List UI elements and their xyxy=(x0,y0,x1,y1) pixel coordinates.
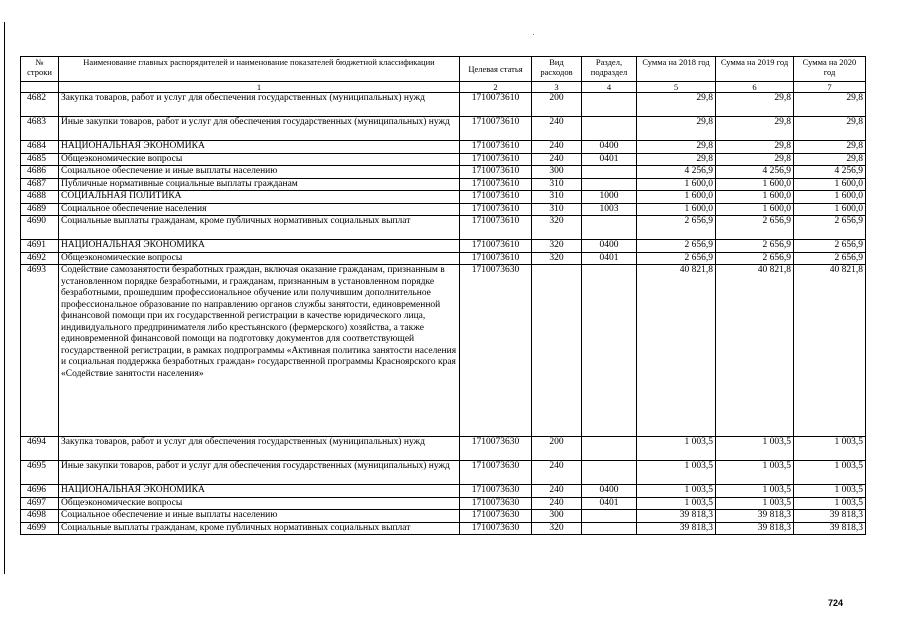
row-section-cell: 0400 xyxy=(582,240,637,253)
budget-table xyxy=(20,56,866,535)
row-section-cell xyxy=(582,510,637,523)
row-target-article-cell: 1710073630 xyxy=(460,437,532,461)
row-number-cell: 4690 xyxy=(21,216,59,240)
row-section-cell: 0401 xyxy=(582,497,637,510)
row-expense-kind-cell: 240 xyxy=(532,153,582,166)
row-expense-kind-cell: 240 xyxy=(532,497,582,510)
row-name-cell: Социальные выплаты гражданам, кроме публичных нормативных социальных выплат xyxy=(59,216,460,240)
row-name-cell: Иные закупки товаров, работ и услуг для обеспечения государственных (муниципальных) нужд xyxy=(59,461,460,485)
table-row xyxy=(21,93,866,117)
row-section-cell xyxy=(582,522,637,535)
table-row xyxy=(21,461,866,485)
row-number-cell: 4693 xyxy=(21,265,59,437)
index-cell: 5 xyxy=(637,82,716,93)
row-number-cell: 4698 xyxy=(21,510,59,523)
row-name-cell: Закупка товаров, работ и услуг для обеспечения государственных (муниципальных) нужд xyxy=(59,93,460,117)
row-name-cell: Общеэкономические вопросы xyxy=(59,497,460,510)
row-section-cell xyxy=(582,166,637,179)
row-target-article-cell: 1710073610 xyxy=(460,178,532,191)
index-cell: 3 xyxy=(532,82,582,93)
row-sum-2019-cell: 1 003,5 xyxy=(716,461,794,485)
row-target-article-cell: 1710073610 xyxy=(460,191,532,204)
header-section: Раздел, подраздел xyxy=(582,57,637,82)
row-sum-2019-cell: 29,8 xyxy=(716,141,794,154)
row-target-article-cell: 1710073630 xyxy=(460,485,532,498)
table-row xyxy=(21,178,866,191)
row-sum-2018-cell: 1 003,5 xyxy=(637,437,716,461)
row-sum-2019-cell: 29,8 xyxy=(716,117,794,141)
row-sum-2019-cell: 39 818,3 xyxy=(716,522,794,535)
table-row xyxy=(21,117,866,141)
row-number-cell: 4699 xyxy=(21,522,59,535)
row-sum-2019-cell: 4 256,9 xyxy=(716,166,794,179)
row-sum-2019-cell: 40 821,8 xyxy=(716,265,794,437)
row-target-article-cell: 1710073630 xyxy=(460,461,532,485)
row-sum-2020-cell: 4 256,9 xyxy=(794,166,866,179)
row-number-cell: 4694 xyxy=(21,437,59,461)
table-row xyxy=(21,265,866,437)
row-target-article-cell: 1710073610 xyxy=(460,141,532,154)
row-sum-2020-cell: 2 656,9 xyxy=(794,240,866,253)
row-target-article-cell: 1710073630 xyxy=(460,497,532,510)
row-sum-2019-cell: 29,8 xyxy=(716,93,794,117)
row-sum-2018-cell: 29,8 xyxy=(637,93,716,117)
row-target-article-cell: 1710073610 xyxy=(460,203,532,216)
row-sum-2019-cell: 2 656,9 xyxy=(716,252,794,265)
header-expense-kind: Вид расходов xyxy=(532,57,582,82)
row-name-cell: Содействие самозанятости безработных граждан, включая оказание гражданам, признанным в установленном порядке безработными, и гражданам, признанным в установленном порядке безработными, прошедшим профессиональное обучение или получившим дополнительное профессиональное образование по направлению органов службы занятости, единовременной финансовой помощи при их государственной регистрации в качестве юридического лица, индивидуального предпринимателя либо крестьянского (фермерского) хозяйства, а также единовременной финансовой помощи на подготовку документов для соответствующей государственной регистрации, в рамках подпрограммы «Активная политика занятости населения и социальная поддержка безработных граждан» государственной программы Красноярского края «Содействие занятости населения» xyxy=(59,265,460,437)
row-sum-2020-cell: 29,8 xyxy=(794,153,866,166)
row-sum-2018-cell: 2 656,9 xyxy=(637,240,716,253)
row-expense-kind-cell: 320 xyxy=(532,252,582,265)
row-sum-2018-cell: 39 818,3 xyxy=(637,522,716,535)
row-number-cell: 4688 xyxy=(21,191,59,204)
row-name-cell: Общеэкономические вопросы xyxy=(59,252,460,265)
row-sum-2018-cell: 1 003,5 xyxy=(637,497,716,510)
row-name-cell: Публичные нормативные социальные выплаты гражданам xyxy=(59,178,460,191)
table-row xyxy=(21,191,866,204)
table-row xyxy=(21,166,866,179)
header-name: Наименование главных распорядителей и наименование показателей бюджетной классификации xyxy=(59,57,460,82)
row-name-cell: НАЦИОНАЛЬНАЯ ЭКОНОМИКА xyxy=(59,485,460,498)
row-sum-2020-cell: 1 003,5 xyxy=(794,437,866,461)
table-row xyxy=(21,216,866,240)
row-sum-2019-cell: 1 600,0 xyxy=(716,203,794,216)
header-sum-2020: Сумма на 2020 год xyxy=(794,57,866,82)
row-number-cell: 4686 xyxy=(21,166,59,179)
row-section-cell: 0400 xyxy=(582,485,637,498)
row-sum-2020-cell: 1 600,0 xyxy=(794,178,866,191)
index-cell: 6 xyxy=(716,82,794,93)
row-sum-2019-cell: 1 600,0 xyxy=(716,178,794,191)
table-row xyxy=(21,153,866,166)
row-sum-2020-cell: 39 818,3 xyxy=(794,522,866,535)
index-cell: 2 xyxy=(460,82,532,93)
index-cell: 4 xyxy=(582,82,637,93)
table-row xyxy=(21,252,866,265)
row-target-article-cell: 1710073610 xyxy=(460,252,532,265)
row-sum-2019-cell: 2 656,9 xyxy=(716,216,794,240)
row-name-cell: Общеэкономические вопросы xyxy=(59,153,460,166)
row-sum-2020-cell: 29,8 xyxy=(794,141,866,154)
row-number-cell: 4687 xyxy=(21,178,59,191)
index-cell xyxy=(21,82,59,93)
row-expense-kind-cell: 240 xyxy=(532,117,582,141)
row-target-article-cell: 1710073610 xyxy=(460,216,532,240)
row-expense-kind-cell: 200 xyxy=(532,93,582,117)
row-number-cell: 4683 xyxy=(21,117,59,141)
table-row xyxy=(21,485,866,498)
row-expense-kind-cell: 310 xyxy=(532,191,582,204)
row-sum-2018-cell: 40 821,8 xyxy=(637,265,716,437)
row-name-cell: НАЦИОНАЛЬНАЯ ЭКОНОМИКА xyxy=(59,141,460,154)
row-number-cell: 4691 xyxy=(21,240,59,253)
header-row-number: № строки xyxy=(21,57,59,82)
row-sum-2020-cell: 1 600,0 xyxy=(794,191,866,204)
row-expense-kind-cell: 320 xyxy=(532,522,582,535)
row-sum-2019-cell: 1 003,5 xyxy=(716,437,794,461)
row-section-cell xyxy=(582,461,637,485)
row-sum-2020-cell: 39 818,3 xyxy=(794,510,866,523)
row-number-cell: 4684 xyxy=(21,141,59,154)
row-target-article-cell: 1710073610 xyxy=(460,166,532,179)
index-cell: 7 xyxy=(794,82,866,93)
row-section-cell: 1000 xyxy=(582,191,637,204)
row-sum-2020-cell: 40 821,8 xyxy=(794,265,866,437)
row-target-article-cell: 1710073610 xyxy=(460,153,532,166)
row-number-cell: 4696 xyxy=(21,485,59,498)
row-name-cell: Социальное обеспечение населения xyxy=(59,203,460,216)
table-row xyxy=(21,497,866,510)
header-sum-2018: Сумма на 2018 год xyxy=(637,57,716,82)
row-sum-2018-cell: 29,8 xyxy=(637,117,716,141)
row-expense-kind-cell: 300 xyxy=(532,510,582,523)
table-row xyxy=(21,522,866,535)
page-number: 724 xyxy=(828,598,844,608)
row-section-cell: 0401 xyxy=(582,252,637,265)
row-sum-2018-cell: 1 600,0 xyxy=(637,178,716,191)
row-number-cell: 4682 xyxy=(21,93,59,117)
row-section-cell xyxy=(582,437,637,461)
index-cell: 1 xyxy=(59,82,460,93)
row-name-cell: Иные закупки товаров, работ и услуг для обеспечения государственных (муниципальных) нужд xyxy=(59,117,460,141)
row-name-cell: Социальные выплаты гражданам, кроме публичных нормативных социальных выплат xyxy=(59,522,460,535)
row-sum-2019-cell: 39 818,3 xyxy=(716,510,794,523)
row-target-article-cell: 1710073610 xyxy=(460,93,532,117)
row-expense-kind-cell: 240 xyxy=(532,141,582,154)
row-target-article-cell: 1710073630 xyxy=(460,510,532,523)
row-number-cell: 4689 xyxy=(21,203,59,216)
table-row xyxy=(21,510,866,523)
row-sum-2018-cell: 2 656,9 xyxy=(637,216,716,240)
row-sum-2018-cell: 1 003,5 xyxy=(637,485,716,498)
column-index-row xyxy=(21,82,866,93)
table-row xyxy=(21,141,866,154)
row-expense-kind-cell: 300 xyxy=(532,166,582,179)
row-sum-2020-cell: 1 003,5 xyxy=(794,485,866,498)
row-expense-kind-cell: 240 xyxy=(532,461,582,485)
row-section-cell: 0401 xyxy=(582,153,637,166)
row-section-cell xyxy=(582,178,637,191)
row-expense-kind-cell: 320 xyxy=(532,240,582,253)
header-target-article: Целевая статья xyxy=(460,57,532,82)
row-sum-2019-cell: 2 656,9 xyxy=(716,240,794,253)
row-sum-2018-cell: 4 256,9 xyxy=(637,166,716,179)
row-sum-2018-cell: 39 818,3 xyxy=(637,510,716,523)
header-sum-2019: Сумма на 2019 год xyxy=(716,57,794,82)
row-section-cell xyxy=(582,216,637,240)
row-number-cell: 4692 xyxy=(21,252,59,265)
row-number-cell: 4695 xyxy=(21,461,59,485)
row-sum-2020-cell: 2 656,9 xyxy=(794,216,866,240)
table-row xyxy=(21,437,866,461)
row-number-cell: 4685 xyxy=(21,153,59,166)
table-header-row xyxy=(21,57,866,82)
row-section-cell xyxy=(582,117,637,141)
row-expense-kind-cell: 310 xyxy=(532,203,582,216)
row-target-article-cell: 1710073630 xyxy=(460,522,532,535)
table-row xyxy=(21,203,866,216)
row-section-cell xyxy=(582,265,637,437)
row-section-cell: 0400 xyxy=(582,141,637,154)
row-target-article-cell: 1710073610 xyxy=(460,240,532,253)
row-sum-2020-cell: 1 003,5 xyxy=(794,497,866,510)
row-name-cell: НАЦИОНАЛЬНАЯ ЭКОНОМИКА xyxy=(59,240,460,253)
row-sum-2018-cell: 1 003,5 xyxy=(637,461,716,485)
row-sum-2020-cell: 2 656,9 xyxy=(794,252,866,265)
row-section-cell xyxy=(582,93,637,117)
row-expense-kind-cell: 320 xyxy=(532,216,582,240)
row-target-article-cell: 1710073630 xyxy=(460,265,532,437)
row-sum-2018-cell: 29,8 xyxy=(637,153,716,166)
row-sum-2019-cell: 29,8 xyxy=(716,153,794,166)
row-sum-2020-cell: 1 600,0 xyxy=(794,203,866,216)
row-section-cell: 1003 xyxy=(582,203,637,216)
row-sum-2020-cell: 29,8 xyxy=(794,93,866,117)
row-sum-2019-cell: 1 600,0 xyxy=(716,191,794,204)
table-row xyxy=(21,240,866,253)
page-left-border xyxy=(4,22,5,574)
row-sum-2020-cell: 1 003,5 xyxy=(794,461,866,485)
row-sum-2019-cell: 1 003,5 xyxy=(716,485,794,498)
row-sum-2018-cell: 1 600,0 xyxy=(637,203,716,216)
row-expense-kind-cell: 240 xyxy=(532,485,582,498)
row-sum-2018-cell: 2 656,9 xyxy=(637,252,716,265)
scan-speck xyxy=(533,34,534,35)
row-name-cell: СОЦИАЛЬНАЯ ПОЛИТИКА xyxy=(59,191,460,204)
row-sum-2018-cell: 29,8 xyxy=(637,141,716,154)
row-target-article-cell: 1710073610 xyxy=(460,117,532,141)
row-name-cell: Социальное обеспечение и иные выплаты населению xyxy=(59,166,460,179)
row-sum-2018-cell: 1 600,0 xyxy=(637,191,716,204)
row-expense-kind-cell: 200 xyxy=(532,437,582,461)
row-sum-2020-cell: 29,8 xyxy=(794,117,866,141)
row-expense-kind-cell xyxy=(532,265,582,437)
row-number-cell: 4697 xyxy=(21,497,59,510)
row-sum-2019-cell: 1 003,5 xyxy=(716,497,794,510)
row-name-cell: Закупка товаров, работ и услуг для обеспечения государственных (муниципальных) нужд xyxy=(59,437,460,461)
row-name-cell: Социальное обеспечение и иные выплаты населению xyxy=(59,510,460,523)
row-expense-kind-cell: 310 xyxy=(532,178,582,191)
